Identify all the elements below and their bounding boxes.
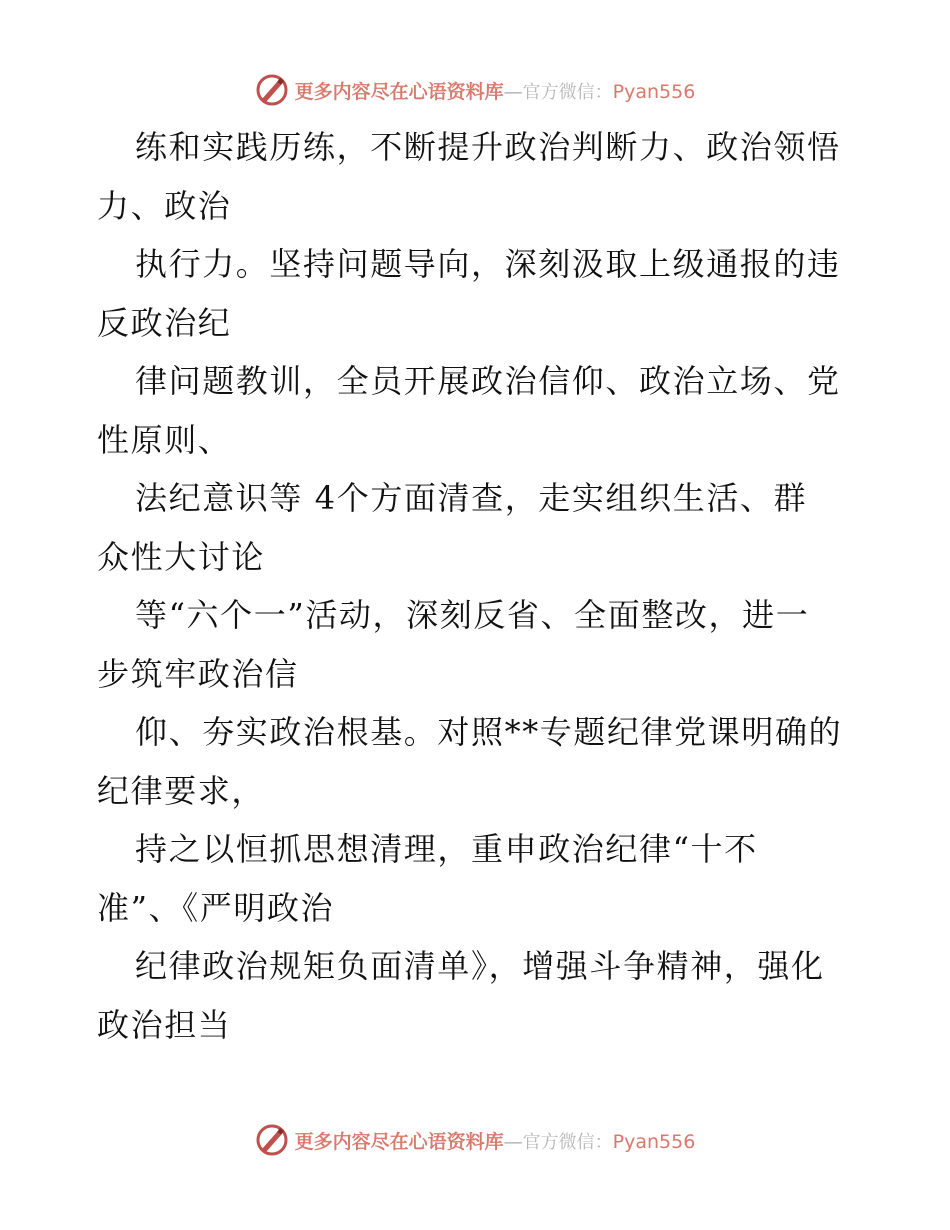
body-line: 步筑牢政治信 [97, 654, 299, 693]
body-line: 持之以恒抓思想清理，重申政治纪律“十不 [135, 830, 758, 868]
body-line: 律问题教训，全员开展政治信仰、政治立场、党 [135, 362, 841, 400]
body-line: 法纪意识等 4个方面清查，走实组织生活、群 [135, 479, 808, 517]
footer-watermark [0, 1120, 950, 1160]
pen-logo-icon [255, 1123, 289, 1157]
body-line: 执行力。坚持问题导向，深刻汲取上级通报的违 [135, 245, 841, 283]
body-line: 练和实践历练，不断提升政治判断力、政治领悟 [135, 128, 841, 166]
watermark-text: 更多内容尽在心语资料库—官方微信：Pyan556 [294, 80, 696, 103]
body-line: 等“六个一”活动，深刻反省、全面整改，进一 [135, 596, 810, 634]
body-line: 性原则、 [97, 420, 232, 459]
document-body [97, 118, 897, 1054]
body-line: 众性大讨论 [97, 537, 266, 576]
body-line: 反政治纪 [97, 303, 232, 342]
body-line: 纪律要求， [97, 771, 266, 810]
body-line: 纪律政治规矩负面清单》，增强斗争精神，强化 [135, 947, 825, 985]
body-line: 力、政治 [97, 186, 232, 225]
body-line: 仰、夯实政治根基。对照**专题纪律党课明确的 [135, 713, 843, 751]
body-line: 政治担当 [97, 1005, 232, 1044]
pen-logo-icon [255, 73, 289, 107]
header-watermark [0, 70, 950, 110]
watermark-text: 更多内容尽在心语资料库—官方微信：Pyan556 [294, 1130, 696, 1153]
body-line: 准”、《严明政治 [97, 888, 335, 927]
